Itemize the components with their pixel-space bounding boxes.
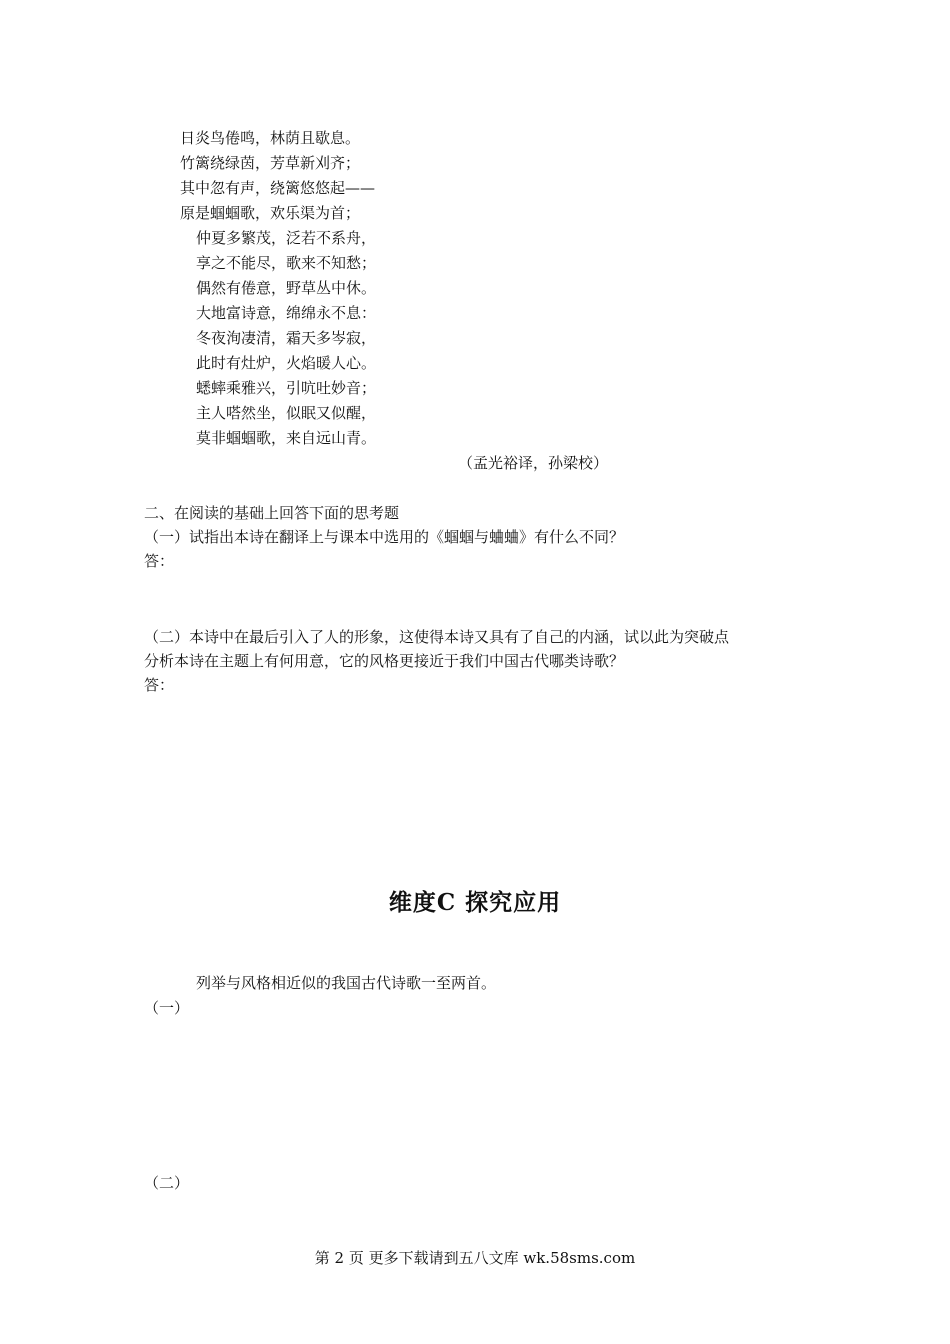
poem-line: 大地富诗意，绵绵永不息： [196,304,377,322]
poem-line: 主人嗒然坐，似眠又似醒， [196,404,377,422]
section-heading: 维度C 探究应用 [388,889,562,916]
answer-label: 答： [144,676,175,694]
poem-attribution: （孟光裕译，孙梁校） [458,454,609,472]
poem-line: 日炎鸟倦鸣，林荫且歇息。 [180,129,361,147]
section-title: 二、在阅读的基础上回答下面的思考题 [144,504,400,522]
section-prompt: 列举与风格相近似的我国古代诗歌一至两首。 [196,974,497,992]
list-item-label: （一） [144,999,190,1017]
question-1: （一）试指出本诗在翻译上与课本中选用的《蝈蝈与蛐蛐》有什么不同？ [144,528,625,546]
poem-line: 冬夜洵凄清，霜天多岑寂， [196,329,377,347]
poem-line: 原是蝈蝈歌，欢乐渠为首； [180,204,361,222]
list-item-label: （二） [144,1174,190,1192]
poem-line: 莫非蝈蝈歌，来自远山青。 [196,429,377,447]
poem-line: 享之不能尽，歌来不知愁； [196,254,377,272]
poem-line: 仲夏多繁茂，泛若不系舟， [196,229,377,247]
question-2-line-1: （二）本诗中在最后引入了人的形象，这使得本诗又具有了自己的内涵，试以此为突破点 [144,628,730,646]
poem-line: 竹篱绕绿茵，芳草新刈齐； [180,154,361,172]
poem-line: 此时有灶炉，火焰暖人心。 [196,354,377,372]
question-2-line-2: 分析本诗在主题上有何用意，它的风格更接近于我们中国古代哪类诗歌？ [144,652,625,670]
poem-line: 其中忽有声，绕篱悠悠起—— [180,179,376,197]
answer-label: 答： [144,552,175,570]
poem-line: 蟋蟀乘雅兴，引吭吐妙音； [196,379,377,397]
poem-line: 偶然有倦意，野草丛中休。 [196,279,377,297]
page-footer: 第 2 页 更多下载请到五八文库 wk.58sms.com [314,1249,636,1267]
